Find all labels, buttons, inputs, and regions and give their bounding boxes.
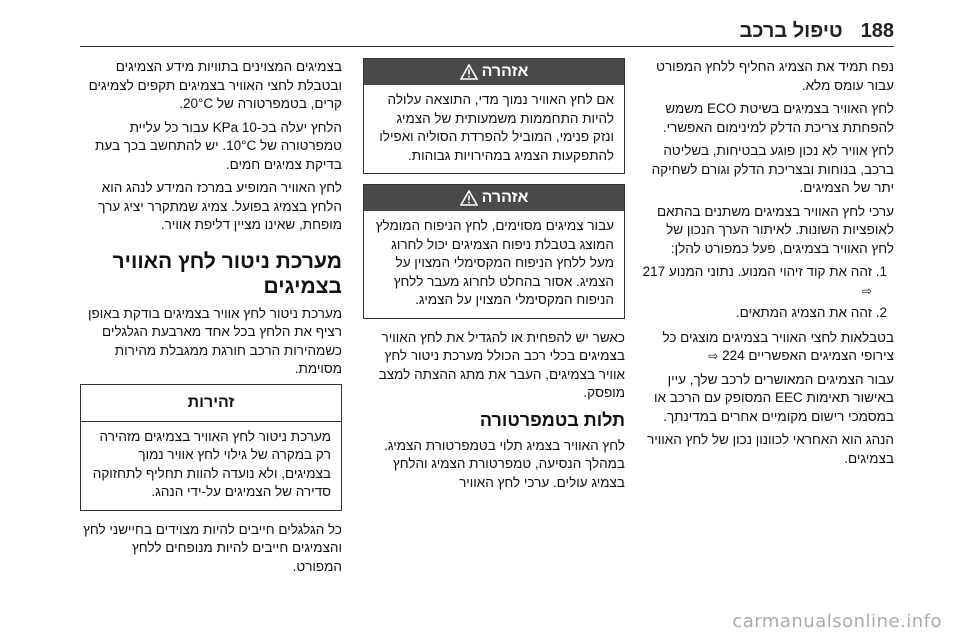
page-reference-icon[interactable]: ⇨	[861, 283, 872, 298]
caution-header: זהירות	[81, 385, 341, 422]
page-header	[0, 0, 960, 46]
watermark: carmanualsonline.info	[732, 611, 942, 632]
steps-list	[640, 263, 894, 323]
paragraph-driver-responsible: הנהג הוא האחראי לכוונון נכון של לחץ האוויר בצמיגים.	[647, 432, 894, 466]
caution-text: מערכת ניטור לחץ האוויר בצמיגים מזהירה רק במקרה של גילוי לחץ אוויר נמוך בצמיגים, ולא נועדה להוות תחליף לתחזוקה סדירה של הצמיגים על-ידי הנהג.	[92, 428, 331, 499]
column-right	[640, 58, 894, 473]
paragraph-eec: עבור הצמיגים המאושרים לרכב שלך, עיין באישור תאימות EEC המסופק עם הרכב או במסמכי רישום מקומיים אחרים במדינתך.	[654, 371, 894, 424]
section-title: טיפול ברכב	[739, 20, 843, 42]
column-left	[80, 58, 342, 581]
warning-box-low-pressure	[363, 58, 625, 174]
paragraph-dic-pressure: לחץ האוויר המופיע במרכז המידע לנהג הוא הלחץ בצמיג בפועל. צמיג שמתקרר יציג ערך מופחת, שאינו מציין דליפת אוויר.	[98, 180, 342, 232]
paragraph-tpms: מערכת ניטור לחץ אוויר בצמיגים בודקת באופן רציף את הלחץ בכל אחד מארבעת הגלגלים כשמהירות הרכב חורגת ממגבלת מהירות מסוימת.	[88, 305, 342, 376]
warning-header	[364, 59, 624, 85]
heading-tpms: מערכת ניטור לחץ האוויר בצמיגים	[112, 249, 342, 298]
paragraph-tables	[640, 329, 894, 366]
step-item	[640, 304, 872, 323]
warning-header	[364, 185, 624, 211]
step-text: זהה את הצמיג המתאים.	[735, 305, 872, 320]
paragraph-wrong-pressure: לחץ אוויר לא נכון פוגע בבטיחות, בשליטה ברכב, בנוחות ובצריכת הדלק וגורם לשחיקה יתר של הצמיגים.	[651, 143, 894, 195]
paragraph-temperature: לחץ האוויר בצמיג תלוי בטמפרטורת הצמיג. במהלך הנסיעה, טמפרטורת הצמיג והלחץ בצמיג עולים. ערכי לחץ האוויר	[384, 437, 625, 490]
paragraph-pressure-values: ערכי לחץ האוויר בצמיגים משתנים בהתאם לאופציות השונות. לאיתור הערך הנכון של לחץ האוויר בצמיגים, פעל כמפורט להלן:	[657, 203, 894, 256]
paragraph-inflate-spare: נפח תמיד את הצמיג החליף ללחץ המפורט עבור עומס מלא.	[656, 59, 894, 93]
header-rule	[80, 46, 894, 47]
step-text: זהה את קוד זיהוי המנוע. נתוני המנוע 217	[642, 264, 872, 279]
paragraph-eco-pressure: לחץ האוויר בצמיגים בשיטת ECO משמש להפחתת צריכת הדלק למינימום האפשרי.	[662, 101, 894, 135]
warning-title: אזהרה	[481, 63, 529, 80]
warning-text: עבור צמיגים מסוימים, לחץ הניפוח המומלץ המוצג בטבלת ניפוח הצמיגים יכול לחרוג מעל ללחץ הניפוח המקסימלי המצוין על הצמיג. אסור בהחלט לחרוג מעבר ללחץ הניפוח המקסימלי המצוין על הצמיג.	[375, 218, 614, 307]
paragraph-pressure-rise: הלחץ יעלה בכ-10 KPa עבור כל עליית טמפרטורה של 10°C. יש להתחשב בכך בעת בדיקת צמיגים חמים.	[95, 119, 342, 172]
page-number: 188	[860, 20, 894, 42]
column-middle	[363, 58, 625, 497]
paragraph-tables-text: בטבלאות לחצי האוויר בצמיגים מוצגים כל צירופי הצמיגים האפשריים 224	[662, 329, 894, 363]
heading-temperature-dependence: תלות בטמפרטורה	[479, 409, 625, 430]
warning-box-max-pressure	[363, 184, 625, 319]
warning-triangle-icon	[460, 190, 478, 206]
page-reference-icon[interactable]: ⇨	[708, 349, 719, 363]
caution-box	[80, 384, 342, 511]
warning-title: אזהרה	[481, 189, 529, 206]
step-item	[640, 263, 872, 300]
warning-text: אם לחץ האוויר נמוך מדי, התוצאה עלולה להיות התחממות משמעותית של הצמיג ונזק פנימי, המוביל להפרדת הסוליה ואפילו להתפקעות הצמיג במהירויות גבוהות.	[379, 92, 614, 163]
paragraph-sensors: כל הגלגלים חייבים להיות מצוידים בחיישני לחץ והצמיגים חייבים להיות מנופחים ללחץ המפורט.	[83, 521, 342, 574]
paragraph-ignition-off: כאשר יש להפחית או להגדיל את לחץ האוויר בצמיגים בכלי רכב הכולל מערכת ניטור לחץ אוויר בצמיגים, העבר את מתג ההצתה למצב מופסק.	[378, 329, 625, 400]
warning-triangle-icon	[460, 64, 478, 80]
paragraph-cold-tires: בצמיגים המצוינים בתוויות מידע הצמיגים ובטבלת לחצי האוויר בצמיגים תקפים לצמיגים קרים, בטמפרטורה של 20°C.	[88, 59, 342, 111]
